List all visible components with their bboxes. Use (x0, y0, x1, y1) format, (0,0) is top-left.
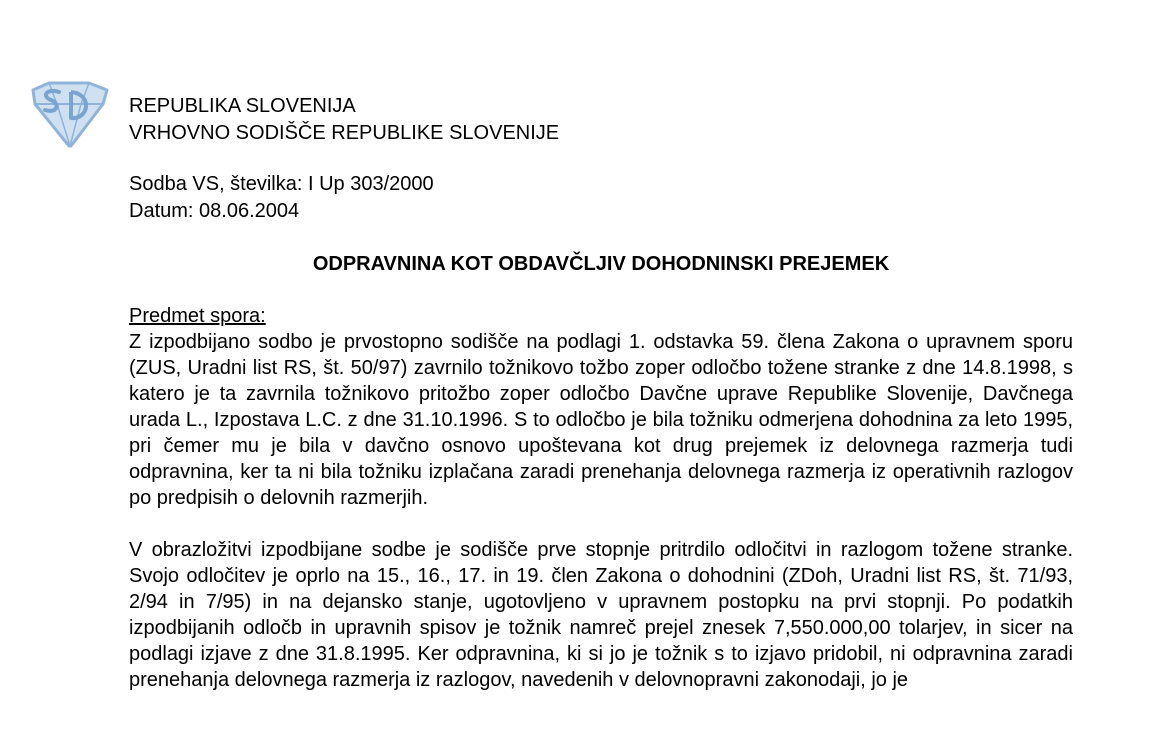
section-heading: Predmet spora: (129, 305, 266, 327)
document-header (129, 93, 559, 147)
paragraph-reasoning: V obrazložitvi izpodbijane sodbe je sodišče prve stopnje pritrdilo odločitvi in razlogom tožene stranke. Svojo odločitev je oprlo na 15., 16., 17. in 19. člen Zakona o dohodnini (ZDoh, Uradni list RS, št. 71/93, 2/94 in 7/95) in na dejansko stanje, ugotovljeno v upravnem postopku na prvi stopnji. Po podatkih izpodbijanih odločb in upravnih spisov je tožnik namreč prejel znesek 7,550.000,00 tolarjev, in sicer na podlagi izjave z dne 31.8.1995. Ker odpravnina, ki si jo je tožnik s to izjavo pridobil, ni odpravnina zaradi prenehanja delovnega razmerja iz razlogov, navedenih v delovnopravni zakonodaji, jo je (129, 539, 1073, 691)
case-number: Sodba VS, številka: I Up 303/2000 (129, 173, 434, 195)
court-logo-icon (27, 80, 111, 150)
document-title: ODPRAVNINA KOT OBDAVČLJIV DOHODNINSKI PREJEMEK (312, 253, 890, 275)
decision-date: Datum: 08.06.2004 (129, 200, 300, 222)
republic-name: REPUBLIKA SLOVENIJA (129, 95, 356, 117)
paragraph-spacer (129, 511, 1073, 537)
case-meta (129, 171, 434, 225)
document-body (129, 303, 1073, 693)
paragraph-subject: Z izpodbijano sodbo je prvostopno sodišče na podlagi 1. odstavka 59. člena Zakona o upravnem sporu (ZUS, Uradni list RS, št. 50/97) zavrnilo tožnikovo tožbo zoper odločbo tožene stranke z dne 14.8.1998, s katero je ta zavrnila tožnikovo pritožbo zoper odločbo Davčne uprave Republike Slovenije, Davčnega urada L., Izpostava L.C. z dne 31.10.1996. S to odločbo je bila tožniku odmerjena dohodnina za leto 1995, pri čemer mu je bila v davčno osnovo upoštevana kot drug prejemek iz delovnega razmerja tudi odpravnina, ker ta ni bila tožniku izplačana zaradi prenehanja delovnega razmerja iz operativnih razlogov po predpisih o delovnih razmerjih. (129, 331, 1073, 509)
court-name: VRHOVNO SODIŠČE REPUBLIKE SLOVENIJE (129, 122, 560, 144)
